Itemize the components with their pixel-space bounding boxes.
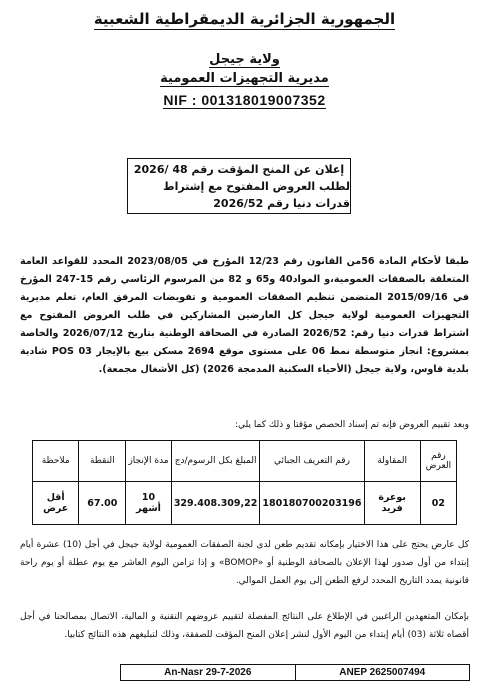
republic-heading: الجمهورية الجزائرية الديمقراطية الشعبية xyxy=(93,10,396,28)
offer-number-cell: 02 xyxy=(420,482,456,525)
amount-cell: 329.408.309,22 xyxy=(171,482,260,525)
table-row xyxy=(33,482,457,525)
anep-reference: ANEP 2625007494 xyxy=(295,665,470,680)
col-score: النقطة xyxy=(79,441,126,482)
directorate-heading: مديرية التجهيزات العمومية xyxy=(160,71,329,86)
evaluation-note: وبعد تقييم العروض فإنه تم إسناد الحصص مؤقتا و ذلك كما يلي: xyxy=(234,420,469,430)
score-cell: 67.00 xyxy=(79,482,126,525)
publication-date: An-Nasr 29-7-2026 xyxy=(164,667,252,678)
results-access-paragraph: بإمكان المتعهدين الراغبين في الإطلاع على النتائج المفصلة لتقييم عروضهم التقنية و المالية، الاتصال بمصالحنا في أجل أقصاه ثلاثة (03) أيام إبتداء من اليوم الأول لنشر إعلان المنح المؤقت للصفقة، وذلك لتبليغهم هذه النتائج كتابيا. xyxy=(20,612,469,640)
duration-cell: 10 أشهر xyxy=(126,482,172,525)
publication-footer xyxy=(120,664,470,681)
intro-paragraph: طبقا لأحكام المادة 56من القانون رقم 12/23 المؤرخ في 2023/08/05 المحدد للقواعد العامة المتعلقة بالصفقات العمومية،و المواد40 و65 و 82 من المرسوم الرئاسي رقم 15-247 المؤرخ في 2015/09/16 المتضمن تنظيم الصفقات العمومية و تفويضات المرفق العام، تعلم مديرية التجهيزات العمومية لولاية جيجل كل العارضين المشاركين في طلب العروض المفتوح مع اشتراط قدرات دنيا رقم: 2026/52 الصادرة في الصحافة الوطنية بتاريخ 2026/07/12 والخاصة بمشروع: انجاز متوسطة نمط 06 على مستوى موقع 2694 مسكن بيع بالإيجار POS 03 شادية بلدية قاوس، ولاية جيجل (الأحياء السكنية المدمجة 2026) (كل الأشغال مجمعة). xyxy=(20,256,469,375)
col-contractor: المقاولة xyxy=(364,441,420,482)
col-tax-id: رقم التعريف الجبائي xyxy=(260,441,364,482)
col-remark: ملاحظة xyxy=(33,441,79,482)
award-table xyxy=(32,440,457,525)
contractor-cell: بوعرة فريد xyxy=(364,482,420,525)
appeal-paragraph: كل عارض يحتج على هذا الاختيار بإمكانه تقديم طعن لدى لجنة الصفقات العمومية لولاية جيجل في أجل (10) عشرة أيام إبتداء من أول صدور لهذا الإعلان بالصحافة الوطنية أو «BOMOP» و إذا تزامن اليوم العاشر مع يوم عطلة أو يوم راحة قانونية يمدد التاريخ المحدد لرفع الطعن إلى يوم العمل الموالي. xyxy=(20,540,470,586)
col-offer-number: رقم العرض xyxy=(420,441,456,482)
wilaya-heading: ولاية جيجل xyxy=(209,52,280,67)
title-line-2: لطلب العروض المفتوح مع إشتراط قدرات دنيا رقم 2026/52 xyxy=(163,179,350,210)
award-table-header xyxy=(33,441,457,482)
announcement-title-box xyxy=(127,158,351,214)
tax-id-cell: 180180700203196 xyxy=(260,482,364,525)
col-amount: المبلغ بكل الرسوم/دج xyxy=(171,441,260,482)
col-duration: مدة الإنجاز xyxy=(126,441,172,482)
title-line-1: إعلان عن المنح المؤقت رقم 48 /2026 xyxy=(133,162,345,176)
nif-number: NIF : 001318019007352 xyxy=(163,92,326,108)
remark-cell: أقل عرض xyxy=(33,482,79,525)
